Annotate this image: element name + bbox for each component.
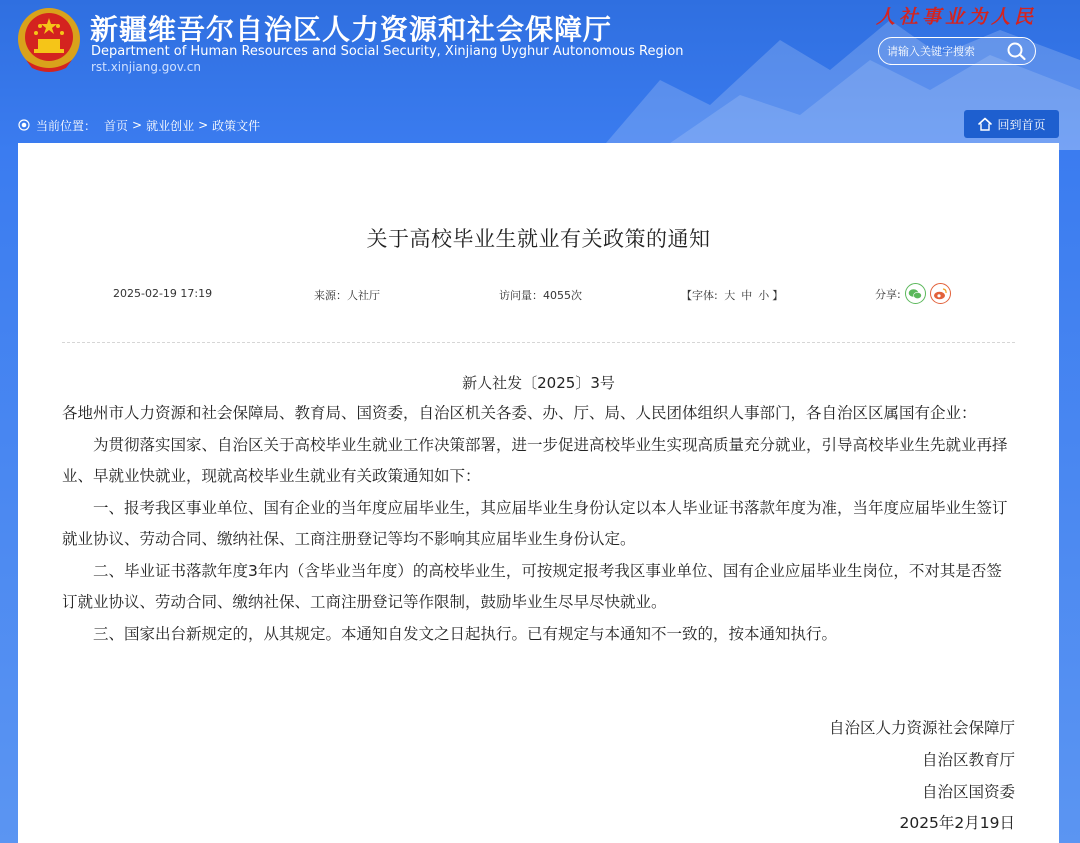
- site-domain: rst.xinjiang.gov.cn: [91, 60, 201, 74]
- signature-line: 自治区教育厅: [921, 750, 1015, 769]
- signature-block: [829, 713, 1015, 840]
- wechat-icon[interactable]: [905, 283, 926, 304]
- search-box: [878, 37, 1036, 65]
- publish-date: 2025-02-19 17:19: [113, 287, 213, 300]
- national-emblem-icon: [16, 6, 82, 76]
- body-paragraph: 三、国家出台新规定的，从其规定。本通知自发文之日起执行。已有规定与本通知不一致的，按本通知执行。: [93, 624, 838, 643]
- site-header: [0, 0, 1080, 100]
- document-number: 新人社发〔2025〕3号: [462, 374, 615, 392]
- breadcrumb-policy-link[interactable]: 政策文件: [212, 118, 261, 133]
- search-input[interactable]: [887, 42, 1003, 60]
- back-to-home-label: 回到首页: [997, 117, 1046, 132]
- site-subtitle-english: Department of Human Resources and Social Security, Xinjiang Uyghur Autonomous Region: [91, 44, 684, 59]
- article-body: [62, 398, 1015, 650]
- back-to-home-button[interactable]: [964, 110, 1059, 138]
- body-paragraph: 为贯彻落实国家、自治区关于高校毕业生就业工作决策部署，进一步促进高校毕业生实现高质量充分就业，引导高校毕业生先就业再择业、早就业快就业，现就高校毕业生就业有关政策通知如下：: [62, 435, 1008, 485]
- article-meta: [18, 285, 1059, 305]
- breadcrumb-home-link[interactable]: 首页: [104, 118, 129, 133]
- font-size-large[interactable]: 大: [724, 289, 736, 302]
- body-paragraph: 二、毕业证书落款年度3年内（含毕业当年度）的高校毕业生，可按规定报考我区事业单位、国有企业应届毕业生岗位，不对其是否签订就业协议、劳动合同、缴纳社保、工商注册登记等作限制，鼓励毕业生尽早尽快就业。: [62, 561, 1002, 611]
- signature-line: 自治区国资委: [921, 782, 1015, 801]
- font-size-small[interactable]: 小: [758, 289, 770, 302]
- article-title: 关于高校毕业生就业有关政策的通知: [366, 227, 711, 251]
- recipients-paragraph: 各地州市人力资源和社会保障局、教育局、国资委，自治区机关各委、办、厅、局、人民团体组织人事部门，各自治区区属国有企业：: [62, 404, 977, 422]
- share-area: [875, 283, 951, 304]
- weibo-icon[interactable]: [930, 283, 951, 304]
- share-label: 分享:: [875, 287, 901, 301]
- article-card: [18, 143, 1059, 843]
- view-count: 访问量：4055次: [499, 289, 582, 302]
- divider: [62, 342, 1015, 343]
- breadcrumb-prefix: 当前位置：: [36, 118, 97, 133]
- font-size-selector: [681, 287, 783, 303]
- breadcrumb: [18, 114, 260, 136]
- signature-date: 2025年2月19日: [899, 814, 1015, 833]
- font-size-medium[interactable]: 中: [741, 289, 753, 302]
- home-icon: [977, 117, 993, 131]
- slogan: 人社事业为人民: [876, 6, 1038, 28]
- font-size-label-open: 【字体:: [681, 289, 718, 302]
- location-dot-icon: [18, 119, 30, 131]
- search-icon[interactable]: [1005, 41, 1027, 61]
- article-source: 来源：人社厅: [314, 289, 380, 302]
- breadcrumb-employment-link[interactable]: 就业创业: [146, 118, 195, 133]
- breadcrumb-separator: >: [132, 118, 143, 132]
- breadcrumb-separator: >: [198, 118, 209, 132]
- signature-line: 自治区人力资源社会保障厅: [828, 719, 1015, 737]
- font-size-label-close: 】: [772, 289, 784, 302]
- body-paragraph: 一、报考我区事业单位、国有企业的当年度应届毕业生，其应届毕业生身份认定以本人毕业证书落款年度为准，当年度应届毕业生签订就业协议、劳动合同、缴纳社保、工商注册登记等均不影响其应届毕业生身份认定。: [62, 498, 1008, 548]
- site-title: 新疆维吾尔自治区人力资源和社会保障厅: [90, 13, 613, 46]
